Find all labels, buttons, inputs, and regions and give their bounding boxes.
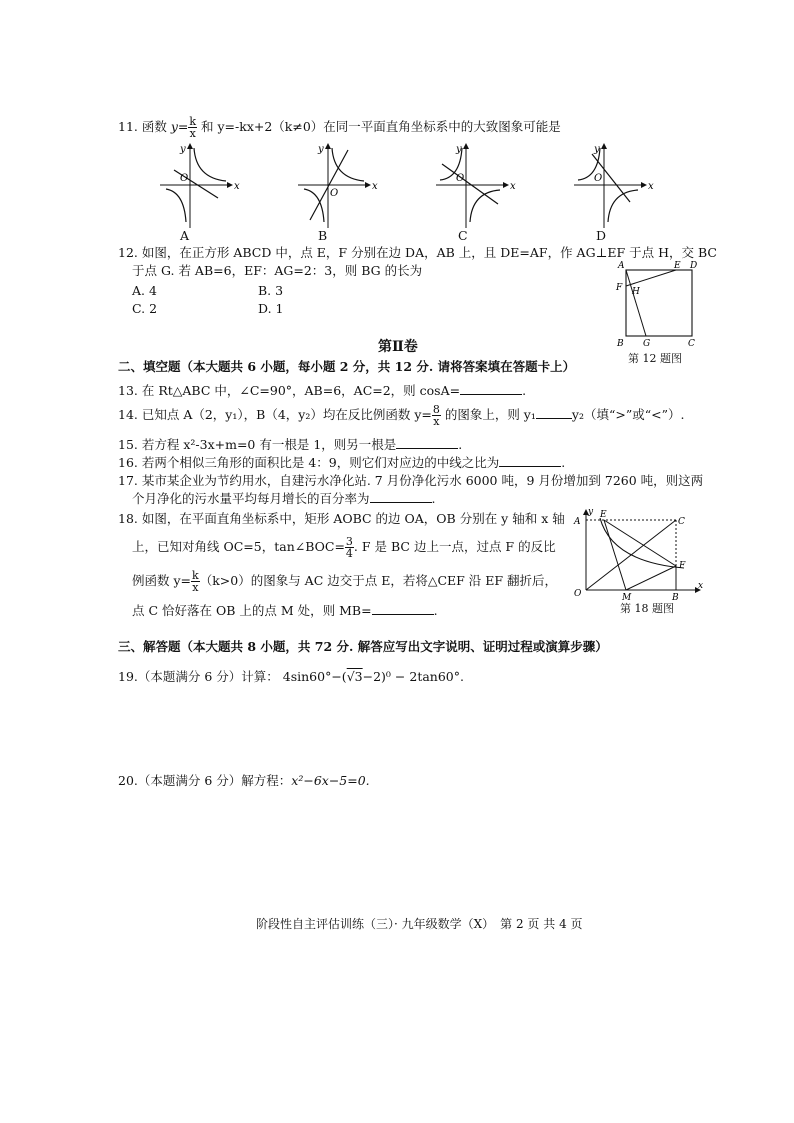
q18-label-e: E [600,510,607,520]
q18-line4-text: 点 C 恰好落在 OB 上的点 M 处，则 MB= [132,603,372,618]
q11-option-b[interactable]: B [318,228,328,243]
q11-prefix: 11. 函数 [118,119,171,134]
q11-c-o: O [456,173,465,184]
q11-mid: 和 y=-kx+2（k≠0）在同一平面直角坐标系中的大致图象可能是 [197,119,561,134]
q11-a-y: y [180,144,186,155]
q18-label-b: B [672,593,679,602]
q11-d-x: x [648,181,654,192]
q18-knum: k [192,569,199,582]
q15-answer-blank[interactable] [396,436,458,449]
q18-k-fraction [191,570,200,593]
q18-line1: 18. 如图，在平面直角坐标系中，矩形 AOBC 的边 OA，OB 分别在 y 轴和 x 轴 [118,511,565,526]
q12-line2: 于点 G. 若 AB=6，EF：AG=2：3，则 BG 的长为 [132,263,423,278]
q12-choice-b[interactable]: B. 3 [258,283,284,298]
q11-graph-d [574,144,654,228]
q19-sqrt: √3 [346,669,363,684]
q18-label-o: O [574,589,582,599]
q12-choice-c[interactable]: C. 2 [132,301,158,316]
q12-line1: 12. 如图，在正方形 ABCD 中，点 E，F 分别在边 DA，AB 上，且 DE=AF，作 AG⊥EF 于点 H，交 BC [118,245,717,260]
q11-b-o: O [330,188,339,199]
q11-a-o: O [180,173,189,184]
q14-answer-blank[interactable] [536,406,572,419]
q19-expr-a: 4sin60°−( [282,669,347,684]
q11-c-x: x [510,181,516,192]
q16-text: 16. 若两个相似三角形的面积比是 4：9，则它们对应边的中线之比为 [118,455,500,470]
q17-line1: 17. 某市某企业为节约用水，自建污水净化站. 7 月份净化污水 6000 吨，9 月份增加到 7260 吨，则这两 [118,473,704,488]
q11-f1-lhs: y= [170,119,189,134]
q11-graph-a [160,144,240,228]
q18-line3b: （k>0）的图象与 AC 边交于点 E，若将△CEF 沿 EF 翻折后， [199,573,558,588]
q13: 13. 在 Rt△ABC 中，∠C=90°，AB=6，AC=2，则 cosA= . [118,383,527,398]
q11-fraction [188,116,197,139]
q12-choice-d[interactable]: D. 1 [258,301,284,316]
q18-line2b: . F 是 BC 边上一点，过点 F 的反比 [353,539,556,554]
q11-graph-c [436,144,516,228]
q18-label-m: M [622,593,632,602]
q15-text: 15. 若方程 x²-3x+m=0 有一根是 1，则另一根是 [118,437,397,452]
q18-label-c: C [678,517,685,527]
q11-d-y: y [594,144,600,155]
q11-graphs [150,140,670,240]
q18-label-y: y [588,507,594,517]
q15: 15. 若方程 x²-3x+m=0 有一根是 1，则另一根是 . [118,437,463,452]
q18-kden: x [192,581,199,594]
q18-line3 [132,570,557,593]
q12-choice-a[interactable]: A. 4 [132,283,157,298]
q13-text: 13. 在 Rt△ABC 中，∠C=90°，AB=6，AC=2，则 cosA= [118,383,461,398]
q18-line4: 点 C 恰好落在 OB 上的点 M 处，则 MB= . [132,603,438,618]
q12-label-h: H [632,287,640,297]
q11-frac-den: x [189,127,196,140]
q12-figure [612,258,702,350]
q11-c-y: y [456,144,462,155]
q12-label-e: E [674,261,681,271]
q11-option-a[interactable]: A [180,228,190,243]
q20 [118,772,370,790]
q18-den: 4 [345,547,353,560]
q12-label-f: F [616,283,623,293]
q17-line2-text: 个月净化的污水量平均每月增长的百分率为 [132,491,370,506]
part2-section: 二、填空题（本大题共 6 小题，每小题 2 分，共 12 分. 请将答案填在答题卡上） [118,359,576,374]
q14-den: x [433,415,440,428]
q19 [118,668,464,686]
q12-label-b: B [617,339,624,349]
q18-answer-blank[interactable] [372,602,434,615]
q14-b: 的图象上，则 y₁ [440,407,536,422]
q12-label-a: A [618,261,625,271]
q12-label-c: C [688,339,695,349]
q18-figure [566,506,706,602]
q19-expr-b: −2)⁰ − 2tan60°. [362,669,464,684]
q11-option-d[interactable]: D [596,228,607,243]
q17-answer-blank[interactable] [370,490,432,503]
q16: 16. 若两个相似三角形的面积比是 4：9，则它们对应边的中线之比为 . [118,455,566,470]
q12-label-g: G [643,339,651,349]
q11-b-x: x [372,181,378,192]
q12-label-d: D [690,261,698,271]
q20-label: 20.（本题满分 6 分）解方程： [118,773,292,788]
q18-tan-fraction [345,536,354,559]
q18-line2 [132,536,556,559]
part3-section: 三、解答题（本大题共 8 小题，共 72 分. 解答应写出文字说明、证明过程或演算步骤） [118,639,608,654]
part2-title: 第Ⅱ卷 [378,339,418,355]
q17-line2: 个月净化的污水量平均每月增长的百分率为 . [132,491,436,506]
page-footer: 阶段性自主评估训练（三）· 九年级数学（X） 第 2 页 共 4 页 [256,917,583,931]
q11-b-y: y [318,144,324,155]
q14-a: 14. 已知点 A（2，y₁），B（4，y₂）均在反比例函数 y= [118,407,432,422]
q18-caption: 第 18 题图 [620,602,674,615]
q20-expr: x²−6x−5=0. [291,773,370,788]
q18-num: 3 [345,535,353,548]
q14 [118,404,684,427]
q11-graph-b [298,144,378,228]
q19-label: 19.（本题满分 6 分）计算： [118,669,279,684]
q11-a-x: x [234,181,240,192]
q11-stem [118,116,561,139]
q18-line2a: 上，已知对角线 OC=5，tan∠BOC= [132,539,345,554]
q18-label-f: F [679,561,686,571]
q11-option-c[interactable]: C [458,228,468,243]
q16-answer-blank[interactable] [499,454,561,467]
q14-c: y₂（填“>”或“<”）. [571,407,685,422]
q18-label-a: A [574,517,581,527]
q14-fraction [432,404,441,427]
q14-num: 8 [432,403,440,416]
q18-label-x: x [698,581,704,591]
q11-d-o: O [594,173,603,184]
q11-frac-num: k [189,115,197,128]
q12-caption: 第 12 题图 [628,352,682,365]
q13-answer-blank[interactable] [460,382,522,395]
q18-line3a: 例函数 y= [132,573,192,588]
